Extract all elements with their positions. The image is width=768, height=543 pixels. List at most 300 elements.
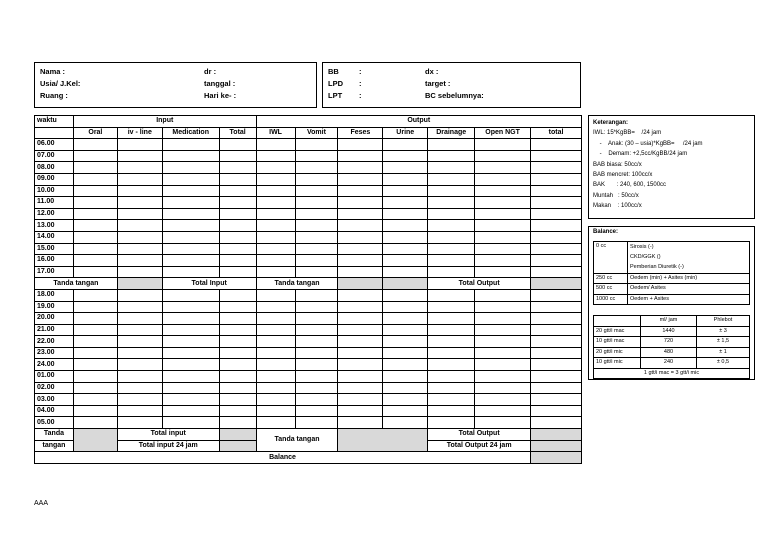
time-row xyxy=(35,347,582,359)
entry-cell[interactable] xyxy=(73,382,117,394)
entry-cell[interactable] xyxy=(531,347,582,359)
entry-cell[interactable] xyxy=(73,347,117,359)
entry-cell[interactable] xyxy=(73,243,117,255)
entry-cell[interactable] xyxy=(475,313,531,325)
entry-cell[interactable] xyxy=(295,405,338,417)
entry-cell[interactable] xyxy=(338,313,383,325)
entry-cell[interactable] xyxy=(162,162,219,174)
entry-cell[interactable] xyxy=(256,417,295,429)
entry-cell[interactable] xyxy=(428,220,475,232)
output-header: Output xyxy=(256,116,581,128)
entry-cell[interactable] xyxy=(256,255,295,267)
entry-cell[interactable] xyxy=(383,394,428,406)
entry-cell[interactable] xyxy=(428,336,475,348)
entry-cell[interactable] xyxy=(428,394,475,406)
entry-cell[interactable] xyxy=(162,197,219,209)
hari-label: Hari ke- : xyxy=(204,91,237,100)
col-iwl: IWL xyxy=(256,127,295,139)
entry-cell[interactable] xyxy=(338,359,383,371)
entry-cell[interactable] xyxy=(117,255,162,267)
entry-cell[interactable] xyxy=(256,394,295,406)
entry-cell[interactable] xyxy=(475,208,531,220)
entry-cell[interactable] xyxy=(338,324,383,336)
entry-cell[interactable] xyxy=(531,359,582,371)
entry-cell[interactable] xyxy=(162,382,219,394)
entry-cell[interactable] xyxy=(428,313,475,325)
entry-cell[interactable] xyxy=(117,324,162,336)
entry-cell[interactable] xyxy=(219,382,256,394)
entry-cell[interactable] xyxy=(219,139,256,151)
entry-cell[interactable] xyxy=(219,197,256,209)
entry-cell[interactable] xyxy=(256,347,295,359)
entry-cell[interactable] xyxy=(295,173,338,185)
entry-cell[interactable] xyxy=(219,405,256,417)
entry-cell[interactable] xyxy=(428,289,475,301)
entry-cell[interactable] xyxy=(475,173,531,185)
entry-cell[interactable] xyxy=(383,208,428,220)
entry-cell[interactable] xyxy=(256,382,295,394)
entry-cell[interactable] xyxy=(73,185,117,197)
entry-cell[interactable] xyxy=(117,185,162,197)
entry-cell[interactable] xyxy=(428,197,475,209)
entry-cell[interactable] xyxy=(219,173,256,185)
time-row xyxy=(35,324,582,336)
entry-cell[interactable] xyxy=(73,266,117,278)
gray-cell xyxy=(338,278,383,290)
time-row xyxy=(35,394,582,406)
entry-cell[interactable] xyxy=(162,417,219,429)
entry-cell[interactable] xyxy=(162,243,219,255)
entry-cell[interactable] xyxy=(256,231,295,243)
entry-cell[interactable] xyxy=(383,324,428,336)
patient-info-box xyxy=(34,62,317,108)
entry-cell[interactable] xyxy=(531,255,582,267)
entry-cell[interactable] xyxy=(162,255,219,267)
entry-cell[interactable] xyxy=(338,336,383,348)
entry-cell[interactable] xyxy=(531,313,582,325)
entry-cell[interactable] xyxy=(428,266,475,278)
entry-cell[interactable] xyxy=(117,359,162,371)
entry-cell[interactable] xyxy=(219,394,256,406)
entry-cell[interactable] xyxy=(295,347,338,359)
entry-cell[interactable] xyxy=(256,336,295,348)
entry-cell[interactable] xyxy=(383,162,428,174)
gray-cell xyxy=(531,440,582,452)
entry-cell[interactable] xyxy=(117,173,162,185)
entry-cell[interactable] xyxy=(73,208,117,220)
col-medication: Medication xyxy=(162,127,219,139)
entry-cell[interactable] xyxy=(73,336,117,348)
entry-cell[interactable] xyxy=(428,162,475,174)
entry-cell[interactable] xyxy=(531,208,582,220)
entry-cell[interactable] xyxy=(219,347,256,359)
entry-cell[interactable] xyxy=(295,313,338,325)
entry-cell[interactable] xyxy=(295,220,338,232)
entry-cell[interactable] xyxy=(256,243,295,255)
entry-cell[interactable] xyxy=(338,231,383,243)
entry-cell[interactable] xyxy=(383,405,428,417)
entry-cell[interactable] xyxy=(219,220,256,232)
entry-cell[interactable] xyxy=(73,371,117,383)
entry-cell[interactable] xyxy=(162,173,219,185)
entry-cell[interactable] xyxy=(475,405,531,417)
entry-cell[interactable] xyxy=(117,220,162,232)
entry-cell[interactable] xyxy=(428,301,475,313)
col-feses: Feses xyxy=(338,127,383,139)
entry-cell[interactable] xyxy=(73,417,117,429)
entry-cell[interactable] xyxy=(295,301,338,313)
entry-cell[interactable] xyxy=(475,197,531,209)
entry-cell[interactable] xyxy=(475,324,531,336)
entry-cell[interactable] xyxy=(295,359,338,371)
criteria-row xyxy=(594,284,750,295)
entry-cell[interactable] xyxy=(428,359,475,371)
entry-cell[interactable] xyxy=(338,266,383,278)
entry-cell[interactable] xyxy=(531,336,582,348)
entry-cell[interactable] xyxy=(295,382,338,394)
entry-cell[interactable] xyxy=(162,266,219,278)
entry-cell[interactable] xyxy=(383,220,428,232)
entry-cell[interactable] xyxy=(383,347,428,359)
entry-cell[interactable] xyxy=(219,301,256,313)
entry-cell[interactable] xyxy=(295,255,338,267)
entry-cell[interactable] xyxy=(117,231,162,243)
entry-cell[interactable] xyxy=(531,289,582,301)
entry-cell[interactable] xyxy=(531,162,582,174)
entry-cell[interactable] xyxy=(428,208,475,220)
entry-cell[interactable] xyxy=(475,301,531,313)
entry-cell[interactable] xyxy=(162,371,219,383)
balance-row xyxy=(35,452,582,464)
entry-cell[interactable] xyxy=(383,139,428,151)
entry-cell[interactable] xyxy=(73,394,117,406)
entry-cell[interactable] xyxy=(117,301,162,313)
entry-cell[interactable] xyxy=(428,347,475,359)
entry-cell[interactable] xyxy=(383,185,428,197)
entry-cell[interactable] xyxy=(383,289,428,301)
entry-cell[interactable] xyxy=(531,231,582,243)
entry-cell[interactable] xyxy=(531,243,582,255)
entry-cell[interactable] xyxy=(428,173,475,185)
entry-cell[interactable] xyxy=(219,255,256,267)
entry-cell[interactable] xyxy=(162,150,219,162)
entry-cell[interactable] xyxy=(428,231,475,243)
entry-cell[interactable] xyxy=(531,382,582,394)
entry-cell[interactable] xyxy=(162,289,219,301)
entry-cell[interactable] xyxy=(428,243,475,255)
entry-cell[interactable] xyxy=(219,417,256,429)
entry-cell[interactable] xyxy=(428,185,475,197)
entry-cell[interactable] xyxy=(531,220,582,232)
entry-cell[interactable] xyxy=(383,173,428,185)
entry-cell[interactable] xyxy=(117,313,162,325)
entry-cell[interactable] xyxy=(117,394,162,406)
entry-cell[interactable] xyxy=(383,313,428,325)
entry-cell[interactable] xyxy=(256,266,295,278)
entry-cell[interactable] xyxy=(338,417,383,429)
entry-cell[interactable] xyxy=(73,197,117,209)
entry-cell[interactable] xyxy=(428,255,475,267)
entry-cell[interactable] xyxy=(162,139,219,151)
entry-cell[interactable] xyxy=(531,394,582,406)
entry-cell[interactable] xyxy=(117,150,162,162)
entry-cell[interactable] xyxy=(383,150,428,162)
entry-cell[interactable] xyxy=(73,301,117,313)
entry-cell[interactable] xyxy=(338,139,383,151)
entry-cell[interactable] xyxy=(117,266,162,278)
entry-cell[interactable] xyxy=(338,150,383,162)
entry-cell[interactable] xyxy=(117,417,162,429)
entry-cell[interactable] xyxy=(531,417,582,429)
keterangan-line: IWL: 15*KgBB= /24 jam xyxy=(593,130,662,137)
entry-cell[interactable] xyxy=(475,417,531,429)
entry-cell[interactable] xyxy=(383,382,428,394)
entry-cell[interactable] xyxy=(295,231,338,243)
entry-cell[interactable] xyxy=(531,301,582,313)
balance-ref-title: Balance: xyxy=(593,229,619,235)
entry-cell[interactable] xyxy=(475,185,531,197)
entry-cell[interactable] xyxy=(531,139,582,151)
entry-cell[interactable] xyxy=(475,347,531,359)
entry-cell[interactable] xyxy=(162,405,219,417)
entry-cell[interactable] xyxy=(338,162,383,174)
entry-cell[interactable] xyxy=(73,231,117,243)
entry-cell[interactable] xyxy=(428,324,475,336)
entry-cell[interactable] xyxy=(162,208,219,220)
entry-cell[interactable] xyxy=(162,313,219,325)
entry-cell[interactable] xyxy=(73,162,117,174)
entry-cell[interactable] xyxy=(338,208,383,220)
entry-cell[interactable] xyxy=(219,243,256,255)
entry-cell[interactable] xyxy=(475,243,531,255)
entry-cell[interactable] xyxy=(338,197,383,209)
entry-cell[interactable] xyxy=(73,139,117,151)
time-row xyxy=(35,139,582,151)
time-cell: 24.00 xyxy=(35,359,74,371)
entry-cell[interactable] xyxy=(73,313,117,325)
entry-cell[interactable] xyxy=(117,139,162,151)
entry-cell[interactable] xyxy=(475,371,531,383)
entry-cell[interactable] xyxy=(295,336,338,348)
entry-cell[interactable] xyxy=(531,185,582,197)
entry-cell[interactable] xyxy=(338,347,383,359)
entry-cell[interactable] xyxy=(338,405,383,417)
entry-cell[interactable] xyxy=(117,289,162,301)
entry-cell[interactable] xyxy=(73,405,117,417)
entry-cell[interactable] xyxy=(475,382,531,394)
entry-cell[interactable] xyxy=(475,359,531,371)
entry-cell[interactable] xyxy=(338,243,383,255)
col-open-ngt: Open NGT xyxy=(475,127,531,139)
entry-cell[interactable] xyxy=(428,371,475,383)
entry-cell[interactable] xyxy=(475,394,531,406)
entry-cell[interactable] xyxy=(295,150,338,162)
entry-cell[interactable] xyxy=(531,324,582,336)
entry-cell[interactable] xyxy=(256,220,295,232)
entry-cell[interactable] xyxy=(428,405,475,417)
tanda-tangan-day: Tanda tangan xyxy=(35,278,118,290)
entry-cell[interactable] xyxy=(219,208,256,220)
entry-cell[interactable] xyxy=(531,173,582,185)
dr-label: dr : xyxy=(204,67,217,76)
entry-cell[interactable] xyxy=(531,266,582,278)
entry-cell[interactable] xyxy=(219,162,256,174)
entry-cell[interactable] xyxy=(295,324,338,336)
entry-cell[interactable] xyxy=(383,417,428,429)
entry-cell[interactable] xyxy=(162,394,219,406)
entry-cell[interactable] xyxy=(117,162,162,174)
keterangan-line: - Anak: (30 – usia)*KgBB= /24 jam xyxy=(593,140,703,147)
entry-cell[interactable] xyxy=(162,231,219,243)
time-row xyxy=(35,173,582,185)
entry-cell[interactable] xyxy=(219,231,256,243)
lpd-colon: : xyxy=(359,79,362,88)
entry-cell[interactable] xyxy=(117,371,162,383)
entry-cell[interactable] xyxy=(73,324,117,336)
entry-cell[interactable] xyxy=(475,162,531,174)
entry-cell[interactable] xyxy=(219,150,256,162)
entry-cell[interactable] xyxy=(219,266,256,278)
entry-cell[interactable] xyxy=(162,324,219,336)
entry-cell[interactable] xyxy=(117,243,162,255)
entry-cell[interactable] xyxy=(219,359,256,371)
entry-cell[interactable] xyxy=(162,185,219,197)
entry-cell[interactable] xyxy=(256,197,295,209)
entry-cell[interactable] xyxy=(219,336,256,348)
entry-cell[interactable] xyxy=(117,208,162,220)
entry-cell[interactable] xyxy=(531,197,582,209)
entry-cell[interactable] xyxy=(256,139,295,151)
entry-cell[interactable] xyxy=(219,313,256,325)
entry-cell[interactable] xyxy=(117,347,162,359)
tanda-tangan-day-out: Tanda tangan xyxy=(256,278,338,290)
entry-cell[interactable] xyxy=(383,197,428,209)
entry-cell[interactable] xyxy=(256,150,295,162)
entry-cell[interactable] xyxy=(428,139,475,151)
time-cell: 05.00 xyxy=(35,417,74,429)
keterangan-line: Muntah : 50cc/x xyxy=(593,192,639,199)
entry-cell[interactable] xyxy=(219,371,256,383)
entry-cell[interactable] xyxy=(475,150,531,162)
entry-cell[interactable] xyxy=(475,231,531,243)
entry-cell[interactable] xyxy=(73,289,117,301)
entry-cell[interactable] xyxy=(383,255,428,267)
entry-cell[interactable] xyxy=(295,139,338,151)
entry-cell[interactable] xyxy=(295,243,338,255)
balance-reference-box xyxy=(588,226,755,380)
entry-cell[interactable] xyxy=(428,382,475,394)
entry-cell[interactable] xyxy=(531,371,582,383)
entry-cell[interactable] xyxy=(475,336,531,348)
entry-cell[interactable] xyxy=(475,266,531,278)
entry-cell[interactable] xyxy=(383,266,428,278)
time-cell: 20.00 xyxy=(35,313,74,325)
entry-cell[interactable] xyxy=(73,173,117,185)
entry-cell[interactable] xyxy=(383,336,428,348)
entry-cell[interactable] xyxy=(73,359,117,371)
criteria-desc: CKD/GGK () xyxy=(628,252,750,263)
lpt-colon: : xyxy=(359,91,362,100)
entry-cell[interactable] xyxy=(383,371,428,383)
entry-cell[interactable] xyxy=(117,197,162,209)
entry-cell[interactable] xyxy=(73,220,117,232)
entry-cell[interactable] xyxy=(256,324,295,336)
entry-cell[interactable] xyxy=(256,301,295,313)
entry-cell[interactable] xyxy=(295,208,338,220)
entry-cell[interactable] xyxy=(219,324,256,336)
fluid-balance-table xyxy=(34,115,582,464)
entry-cell[interactable] xyxy=(338,394,383,406)
entry-cell[interactable] xyxy=(256,359,295,371)
entry-cell[interactable] xyxy=(256,289,295,301)
entry-cell[interactable] xyxy=(475,255,531,267)
entry-cell[interactable] xyxy=(383,301,428,313)
entry-cell[interactable] xyxy=(475,289,531,301)
gray-cell xyxy=(73,429,117,452)
entry-cell[interactable] xyxy=(383,359,428,371)
entry-cell[interactable] xyxy=(475,139,531,151)
entry-cell[interactable] xyxy=(295,289,338,301)
entry-cell[interactable] xyxy=(338,173,383,185)
entry-cell[interactable] xyxy=(256,313,295,325)
entry-cell[interactable] xyxy=(428,417,475,429)
entry-cell[interactable] xyxy=(338,220,383,232)
entry-cell[interactable] xyxy=(295,417,338,429)
balance-value xyxy=(531,452,582,464)
entry-cell[interactable] xyxy=(338,255,383,267)
entry-cell[interactable] xyxy=(295,185,338,197)
entry-cell[interactable] xyxy=(219,289,256,301)
entry-cell[interactable] xyxy=(295,266,338,278)
entry-cell[interactable] xyxy=(428,150,475,162)
entry-cell[interactable] xyxy=(162,336,219,348)
entry-cell[interactable] xyxy=(338,371,383,383)
entry-cell[interactable] xyxy=(295,162,338,174)
entry-cell[interactable] xyxy=(256,405,295,417)
entry-cell[interactable] xyxy=(256,185,295,197)
entry-cell[interactable] xyxy=(219,185,256,197)
gray-cell xyxy=(219,440,256,452)
entry-cell[interactable] xyxy=(531,405,582,417)
entry-cell[interactable] xyxy=(162,301,219,313)
entry-cell[interactable] xyxy=(117,382,162,394)
entry-cell[interactable] xyxy=(73,150,117,162)
entry-cell[interactable] xyxy=(295,197,338,209)
entry-cell[interactable] xyxy=(162,220,219,232)
entry-cell[interactable] xyxy=(475,220,531,232)
entry-cell[interactable] xyxy=(162,359,219,371)
entry-cell[interactable] xyxy=(383,243,428,255)
entry-cell[interactable] xyxy=(338,289,383,301)
entry-cell[interactable] xyxy=(295,371,338,383)
rate-cell: ± 1,5 xyxy=(697,337,750,348)
entry-cell[interactable] xyxy=(295,394,338,406)
entry-cell[interactable] xyxy=(383,231,428,243)
entry-cell[interactable] xyxy=(256,208,295,220)
entry-cell[interactable] xyxy=(256,162,295,174)
criteria-desc: Sirosis (-) xyxy=(628,242,750,253)
entry-cell[interactable] xyxy=(256,173,295,185)
entry-cell[interactable] xyxy=(117,336,162,348)
entry-cell[interactable] xyxy=(73,255,117,267)
entry-cell[interactable] xyxy=(531,150,582,162)
entry-cell[interactable] xyxy=(338,185,383,197)
entry-cell[interactable] xyxy=(117,405,162,417)
entry-cell[interactable] xyxy=(256,371,295,383)
entry-cell[interactable] xyxy=(338,382,383,394)
entry-cell[interactable] xyxy=(338,301,383,313)
entry-cell[interactable] xyxy=(162,347,219,359)
